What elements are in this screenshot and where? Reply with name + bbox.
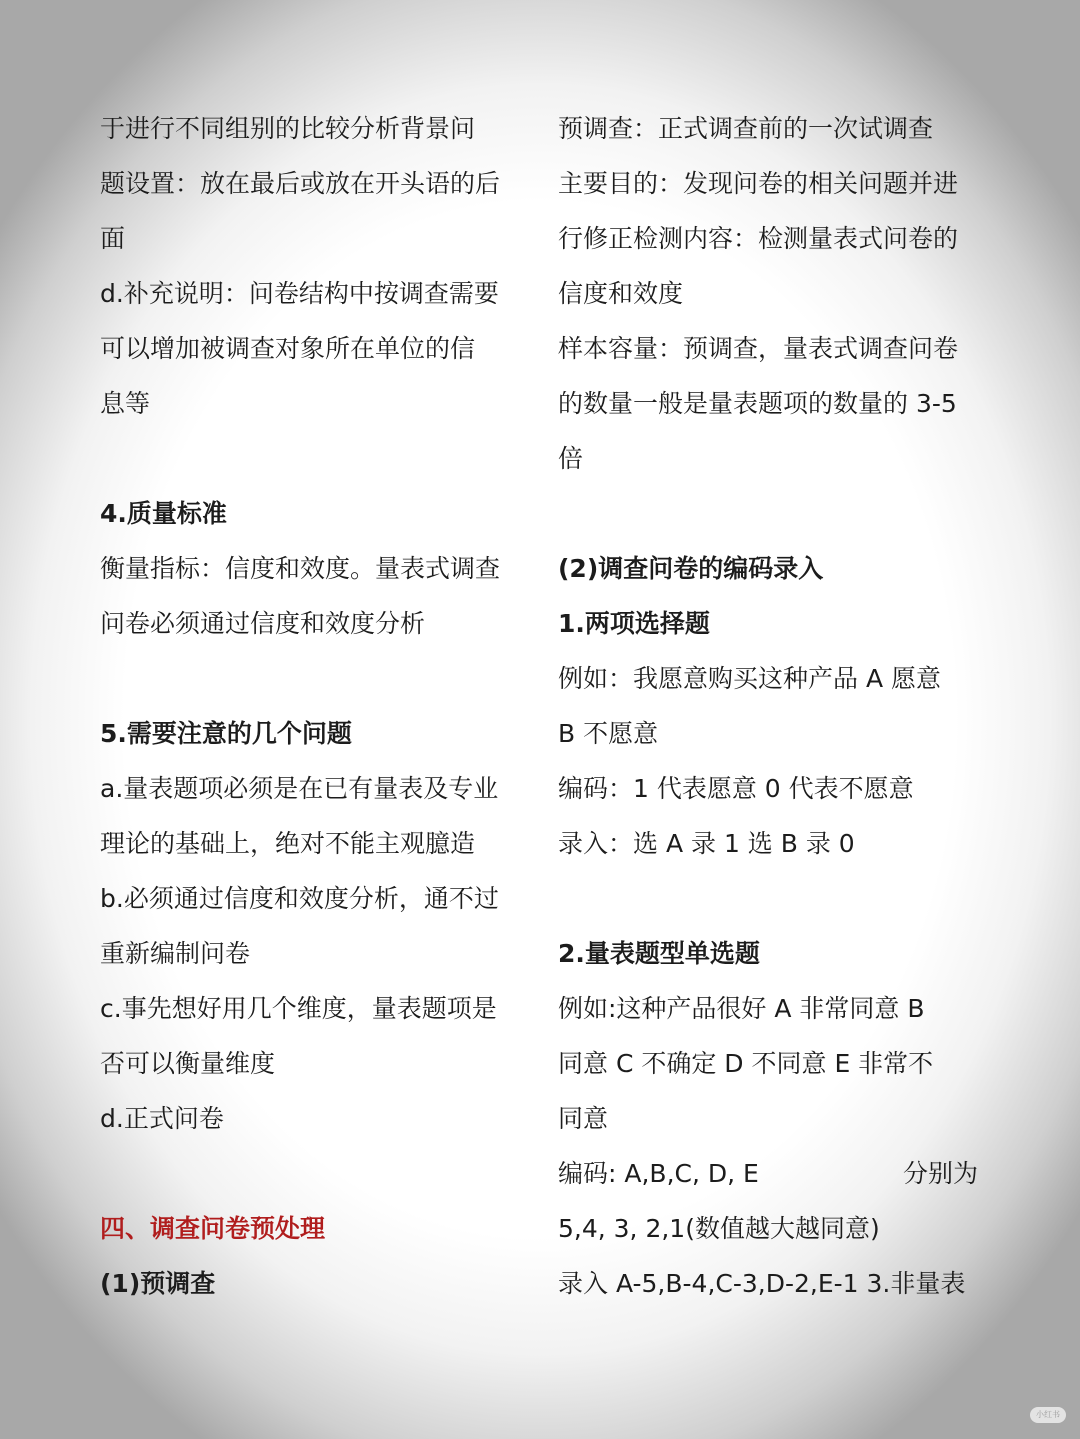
text-line: 重新编制问卷 (100, 939, 251, 968)
spacer (558, 486, 998, 541)
text-line: 预调查：正式调查前的一次试调查 (558, 114, 934, 143)
spacer (100, 431, 540, 486)
text-line: a.量表题项必须是在已有量表及专业 (100, 774, 499, 803)
text-line: 信度和效度 (558, 279, 684, 308)
text-line: 问卷必须通过信度和效度分析 (100, 609, 426, 638)
text-line: 样本容量：预调查，量表式调查问卷 (558, 334, 959, 363)
text-line: 同意 (558, 1104, 609, 1133)
heading-quality-standard: 4.质量标准 (100, 499, 227, 528)
spacer (100, 1146, 540, 1201)
heading-coding-entry: (2)调查问卷的编码录入 (558, 554, 824, 583)
text-line: 主要目的：发现问卷的相关问题并进 (558, 169, 959, 198)
text-line: 例如:这种产品很好 A 非常同意 B (558, 994, 925, 1023)
heading-binary-choice: 1.两项选择题 (558, 609, 710, 638)
text-line: 题设置：放在最后或放在开头语的后 (100, 169, 501, 198)
text-line: 理论的基础上，绝对不能主观臆造 (100, 829, 476, 858)
heading-scale-single-choice: 2.量表题型单选题 (558, 939, 760, 968)
text-line: 同意 C 不确定 D 不同意 E 非常不 (558, 1049, 934, 1078)
text-line: b.必须通过信度和效度分析，通不过 (100, 884, 499, 913)
text-line: 录入 A-5,B-4,C-3,D-2,E-1 3.非量表 (558, 1269, 966, 1298)
text-line: 衡量指标：信度和效度。量表式调查 (100, 554, 501, 583)
text-line: 例如：我愿意购买这种产品 A 愿意 (558, 664, 941, 693)
text-line: B 不愿意 (558, 719, 659, 748)
text-line: 于进行不同组别的比较分析背景问 (100, 114, 476, 143)
spacer (558, 871, 998, 926)
text-line: 录入：选 A 录 1 选 B 录 0 (558, 829, 855, 858)
coding-suffix: 分别为 (902, 1159, 978, 1188)
spacer (100, 651, 540, 706)
text-line: 编码：1 代表愿意 0 代表不愿意 (558, 774, 914, 803)
right-column (558, 101, 998, 1311)
text-line: 否可以衡量维度 (100, 1049, 276, 1078)
heading-pretest: (1)预调查 (100, 1269, 216, 1298)
text-line: 5,4, 3, 2,1(数值越大越同意) (558, 1214, 880, 1243)
text-line: 可以增加被调查对象所在单位的信 (100, 334, 476, 363)
text-line: d.补充说明：问卷结构中按调查需要 (100, 279, 499, 308)
text-line: 的数量一般是量表题项的数量的 3-5 (558, 389, 957, 418)
text-line: 息等 (100, 389, 151, 418)
coding-line (558, 1146, 978, 1201)
text-line: d.正式问卷 (100, 1104, 224, 1133)
coding-label: 编码: A,B,C, D, E (558, 1159, 759, 1188)
text-line: 倍 (558, 444, 584, 473)
left-column (100, 101, 540, 1311)
text-line: c.事先想好用几个维度，量表题项是 (100, 994, 497, 1023)
watermark-logo: 小红书 (1030, 1407, 1066, 1423)
heading-notes: 5.需要注意的几个问题 (100, 719, 352, 748)
text-line: 面 (100, 224, 126, 253)
text-line: 行修正检测内容：检测量表式问卷的 (558, 224, 959, 253)
section-heading-preprocessing: 四、调查问卷预处理 (100, 1214, 326, 1243)
